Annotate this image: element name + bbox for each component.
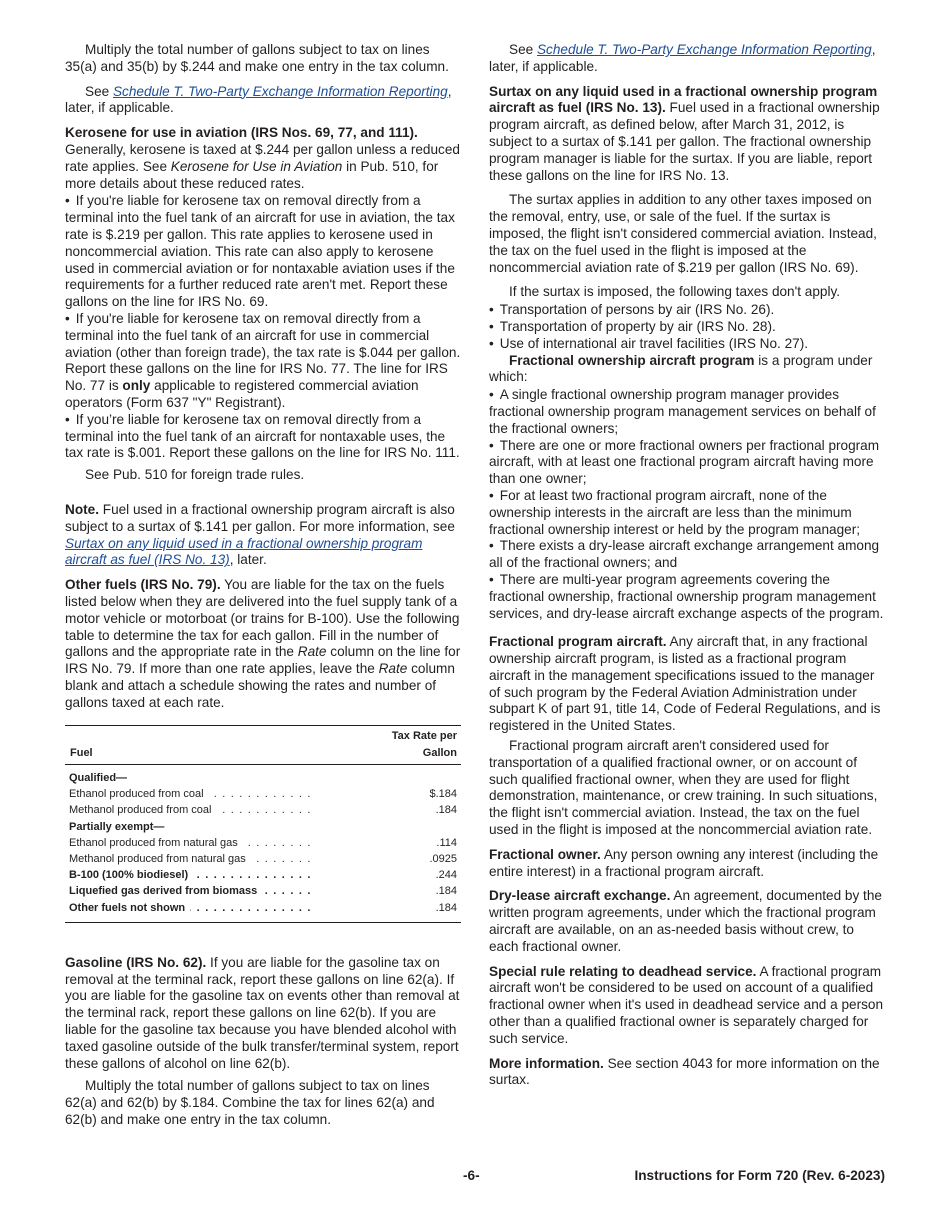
text: See [509,42,537,57]
more-info-section [489,1056,885,1090]
row-rate: .184 [435,885,457,898]
note-paragraph [65,502,461,569]
text: Kerosene for Use in Aviation [170,158,343,174]
text: If you are liable for the gasoline tax on removal at the terminal rack, report these gallons on line 62(a). If you are liable for the gasoline tax on events other than removal at the terminal rack, report these gallons on line 62(b). If you are liable for the gasoline tax because you have blended alcohol with taxed gasoline outside of the bulk transfer/terminal system, report these gallons of alcohol on line 62(b). [65,954,460,1071]
row-rate [381,819,461,835]
table-row [65,867,461,883]
text: , later, if applicable. [489,42,876,74]
row-label: Methanol produced from coal . . . [65,802,381,818]
table-row [65,900,461,923]
paragraph: If the surtax is imposed, the following taxes don't apply. [509,284,841,300]
deadhead-section [489,964,885,1048]
text: Rate [378,661,408,677]
surtax-link[interactable]: Surtax on any liquid used in a fractional ownership program aircraft as fuel (IRS No. 13) [65,535,423,568]
row-rate: .184 [381,900,461,923]
row-label: Methanol produced from natural gas . . . [65,851,381,867]
text: column on the line for IRS No. 79. If more than one rate applies, leave the [65,644,461,677]
kerosene-section [65,125,461,192]
text: Fuel used in a fractional ownership program aircraft, as defined below, after March 31, 2012, is subject to a surtax of $.141 per gallon. The fractional ownership program manager is liable for the surtax. If you are liable, report these gallons on the line for IRS No. 13. [489,100,880,183]
list-item: • There are one or more fractional owners per fractional program aircraft, with at least one fractional program aircraft having more than one owner; [489,438,885,488]
paragraph: Multiply the total number of gallons subject to tax on lines 62(a) and 62(b) by $.184. Combine the tax for lines 62(a) and 62(b) and make one entry in the tax column. [65,1078,435,1127]
section-heading: Kerosene for use in aviation (IRS Nos. 69, 77, and 111). [65,125,418,141]
text: Any person owning any interest (including the entire interest) in a fractional program aircraft. [489,846,879,879]
paragraph: Fractional program aircraft aren't considered used for transportation of a qualified fractional owner, or on account of such qualified fractional owner, when they are used for flight demonstration, maintenance, or crew training. In such situations, the flight isn't commercial aviation. Instead, the tax on the fuel used in the flight is imposed at the noncommercial aviation rate. [489,738,878,838]
list-item: • There exists a dry-lease aircraft exchange arrangement among all of the fractional owners; and [489,538,885,572]
paragraph: See Pub. 510 for foreign trade rules. [85,467,305,483]
row-label: Partially exempt— [65,819,381,835]
gasoline-section [65,955,461,1073]
text: Fuel used in a fractional ownership program aircraft is also subject to a surtax of $.141 per gallon. For more information, see [65,501,455,534]
row-rate: .114 [436,836,457,849]
text: column blank and attach a schedule showing the rates and number of gallons taxed at each rate. [65,661,455,710]
list-item: • For at least two fractional program aircraft, none of the ownership interests in the aircraft are less than the minimum fractional ownership interest or held by the program manager; [489,488,885,538]
text: See section 4043 for more information on the surtax. [489,1055,880,1088]
table-row [65,802,461,818]
section-heading: Surtax on any liquid used in a fractional ownership program aircraft as fuel (IRS No. 13). [489,83,878,116]
table-row [65,883,461,899]
fuel-tax-table [65,725,461,922]
table-row [65,786,461,802]
list-item: • There are multi-year program agreements covering the fractional ownership, fractional ownership program management services, and dry-lease aircraft exchange aspects of the program. [489,572,885,622]
text: See [85,83,113,99]
list-item: • Transportation of property by air (IRS No. 28). [489,319,885,336]
text: , later, if applicable. [65,83,452,116]
program-bullets [489,387,885,622]
section-heading: Gasoline (IRS No. 62). [65,954,207,970]
fractional-owner-section [489,847,885,881]
list-item: • If you’re liable for kerosene tax on removal directly from a terminal into the fuel tank of an aircraft for nontaxable uses, the tax rate is $.001. Report these gallons on the line for IRS No. 111. [65,412,461,462]
row-label: Ethanol produced from coal . . . [65,786,381,802]
schedule-t-link[interactable]: Schedule T. Two-Party Exchange Information Reporting [112,83,448,99]
row-label: Liquefied gas derived from biomass . . . [65,883,381,899]
text: is a program under which: [489,352,873,385]
other-fuels-section [65,577,461,711]
paragraph: The surtax applies in addition to any other taxes imposed on the removal, entry, use, or sale of the fuel. If the surtax is imposed, the flight isn't considered commercial aviation. Instead, the tax on the fuel used in the flight is imposed at the noncommercial aviation rate of $.219 per gallon (IRS No. 69). [489,192,877,275]
paragraph [489,42,885,76]
section-heading: Special rule relating to deadhead service. [489,963,757,979]
text: applicable to registered commercial aviation operators (Form 637 "Y" Registrant). [65,378,419,410]
row-label: B-100 (100% biodiesel) . . . [65,867,381,883]
list-item: • Use of international air travel facilities (IRS No. 27). [489,336,885,353]
right-column [489,42,885,1097]
section-heading: Dry-lease aircraft exchange. [489,888,671,904]
schedule-t-link[interactable]: Schedule T. Two-Party Exchange Information Reporting [536,42,872,57]
surtax-section [489,84,885,185]
table-row [65,835,461,851]
program-paragraph [489,353,885,387]
paragraph: Multiply the total number of gallons subject to tax on lines 35(a) and 35(b) by $.244 and make one entry in the tax column. [65,42,449,74]
text: Any aircraft that, in any fractional ownership aircraft program, is listed as a fractional program aircraft in the management specifications issued to the manager of such program by the Federal Aviation Administration under subpart K of part 91, title 14, Code of Federal Regulations, and is registered in the United States. [489,634,881,734]
row-label: Qualified— [65,764,381,786]
left-column [65,42,461,1137]
section-heading: Fractional program aircraft. [489,634,667,650]
table-row [65,851,461,867]
list-item: • A single fractional ownership program manager provides fractional ownership program management services on behalf of the fractional owners; [489,387,885,437]
text: You are liable for the tax on the fuels listed below when they are delivered into the fuel supply tank of a motor vehicle or motorboat (or trains for B-100). Use the following table to determine the tax for each gallon. Fill in the number of gallons and the appropriate rate in the [65,577,460,660]
section-heading: Fractional owner. [489,846,601,862]
section-heading: Other fuels (IRS No. 79). [65,577,221,593]
list-item: • Transportation of persons by air (IRS No. 26). [489,302,885,319]
dry-lease-section [489,888,885,955]
text: Generally, kerosene is taxed at $.244 per gallon unless a reduced rate applies. See [65,141,460,174]
row-rate: .184 [435,804,457,817]
row-rate [381,764,461,786]
page-number: -6- [463,1168,480,1183]
row-label: Ethanol produced from natural gas . . . [65,835,381,851]
list-item [65,311,461,412]
section-heading: Fractional ownership aircraft program [509,352,755,368]
surtax-bullets [489,302,885,352]
column-header-fuel: Fuel [65,726,381,764]
text: in Pub. 510, for more details about these reduced rates. [65,158,439,191]
text: only [122,378,151,394]
fractional-aircraft-section [489,634,885,735]
text: An agreement, documented by the written program agreements, under which the fractional program aircraft are available, on an as-needed basis without crew, to each fractional owner. [489,888,882,954]
table-row [65,819,461,835]
column-header-rate: Tax Rate per Gallon [381,726,461,764]
form-title: Instructions for Form 720 (Rev. 6-2023) [634,1168,885,1183]
text: , later. [229,552,267,568]
list-item: • If you're liable for kerosene tax on removal directly from a terminal into the fuel tank of an aircraft for use in aviation, the tax rate is $.219 per gallon. This rate applies to kerosene used in noncommercial aviation. This rate can also apply to kerosene used in commercial aviation or for nontaxable aviation uses if the requirements for a further reduced rate aren't met. Report these gallons on the line for IRS No. 69. [65,193,461,311]
row-rate: .244 [435,869,457,882]
kerosene-bullets [65,193,461,462]
paragraph [65,84,461,118]
row-label: Other fuels not shown . . . [65,900,381,923]
text: A fractional program aircraft won't be considered to be used on account of a qualified fractional owner when it's used in deadhead service and a person other than a qualified fractional owner is separately charged for such service. [489,963,884,1046]
note-label: Note. [65,501,99,517]
text: If you're liable for kerosene tax on removal directly from a terminal into the fuel tank of an aircraft for use in commercial aviation (other than foreign trade), the tax rate is $.044 per gallon. Report these gallons on the line for IRS No. 77. The line for IRS No. 77 is [65,310,461,394]
row-rate: $.184 [429,788,457,801]
table-row [65,764,461,786]
text: Rate [297,644,327,660]
row-rate: .0925 [429,852,457,865]
section-heading: More information. [489,1055,604,1071]
